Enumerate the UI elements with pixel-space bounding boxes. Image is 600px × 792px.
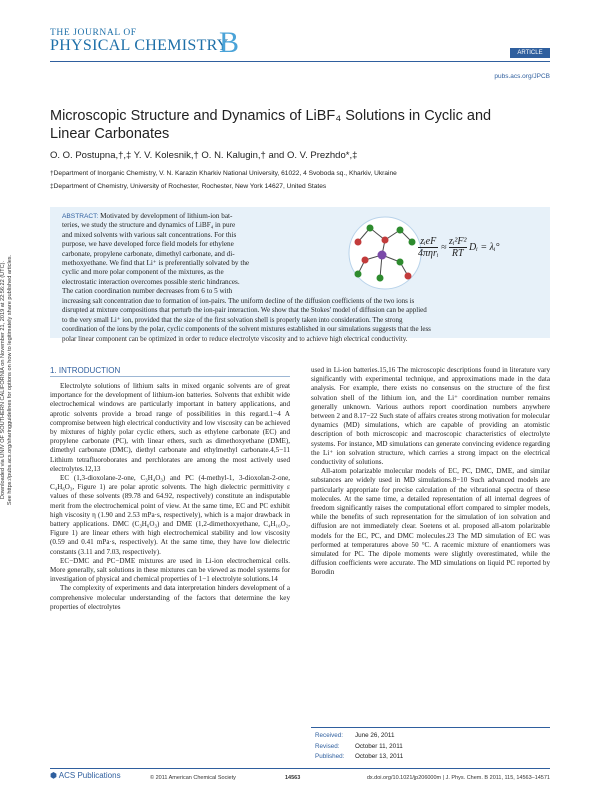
abstract-line: electrostatic interaction overcomes possible steric hindrances. xyxy=(62,277,240,286)
abstract-line: cyclic and more polar component of the mixtures, as the xyxy=(62,268,224,277)
date-label: Received: xyxy=(315,732,344,739)
footer-divider xyxy=(50,768,550,769)
paragraph: EC (1,3-dioxolane-2-one, C₃H₄O₃) and PC (4-methyl-1, 3-dioxolan-2-one, C₄H₆O₃, Figure 1) are polar aprotic solvents. The high dielectric permittivity ε values of these solvents (89.78 and 64.92, respectively) constitute an indisputable merit from the electrochemical point of view. At the same time, EC and PC exhibit high viscosity η (1.90 and 2.53 mPa·s, respectively), which is a major drawback in battery applications. DMC (C₃H₆O₃) and DME (1,2-dimethoxyethane, C₄H₁₀O₂, Figure 1) are linear ethers with high electrochemical stability and low viscosity (0.59 and 0.41 mPa·s, respectively). At the same time, they have low dielectric constants (3.11 and 7.03, respectively). xyxy=(50,474,290,556)
abstract-line: purpose, we have developed force field models for ethylene xyxy=(62,240,234,249)
toc-equation xyxy=(418,236,550,259)
section-divider xyxy=(50,376,290,377)
abstract-line: polar linear component can be optimized in order to reduce electrolyte viscosity and to achieve high electrical conductivity. xyxy=(62,334,408,343)
journal-name-line-2: PHYSICAL CHEMISTRY xyxy=(50,37,229,54)
abstract-line: teries, we study the structure and dynamics of LiBF₄ in pure xyxy=(62,221,236,230)
download-note xyxy=(0,150,22,610)
abstract-line: coordination of the ions by the polar, cyclic components of the solvent mixtures established in our simulations suggests that the less xyxy=(62,325,431,334)
date-value: October 11, 2011 xyxy=(355,742,403,750)
journal-name-line-1: THE JOURNAL OF xyxy=(50,28,137,38)
paragraph: The complexity of experiments and data interpretation hinders development of a comprehensive molecular understanding of the factors that determine the key properties of electrolytes xyxy=(50,584,290,611)
date-label: Published: xyxy=(315,753,345,760)
abstract-line: The cation coordination number decreases from 6 to 5 with xyxy=(62,287,233,296)
journal-url-link[interactable]: pubs.acs.org/JPCB xyxy=(494,73,550,80)
equation-mid-numerator: zᵢ²F² xyxy=(448,236,467,247)
affiliation-1: †Department of Inorganic Chemistry, V. N. Karazin Kharkiv National University, 61022, 4 Svoboda sq., Kharkiv, Ukraine xyxy=(50,170,397,177)
paragraph: All-atom polarizable molecular models of EC, PC, DMC, DME, and similar substances are widely used in MD simulations.8−10 Such advanced models are particularly appropriate for precise calculation of the vibrational spectra of these molecules. At the same time, a detailed representation of all internal degrees of freedom significantly raises the computational effort compared to simpler models, while the benefits of such representation for the simulation of ion solvation and diffusion are not immediately clear. Soetens et al. proposed all-atom polarizable models for the EC, PC, and DMC molecules.23 The MD simulation of EC was performed at temperatures above 50 °C. A racemic mixture of enantiomers was simulated for PC. The dipole moments were slightly overestimated, while the diffusion coefficients were accurate. The MD simulations on liquid PC reported by Borodin xyxy=(311,467,550,577)
download-note-line-2: See https://pubs.acs.org/sharingguidelines for options on how to legitimately share published articles. xyxy=(7,254,14,506)
paragraph: Electrolyte solutions of lithium salts in mixed organic solvents are of great importance for the development of lithium-ion batteries. Solvents that exhibit wide electrochemical windows are particularly important in battery applications, and aprotic solvents provide a broad range of possibilities in this regard.1−4 A compromise between high electrical conductivity and low viscosity can be achieved by mixtures of highly polar cyclic ethers, such as ethylene carbonate (EC) and propylene carbonate (PC), with linear ethers, such as dimethoxyethane (DME), dimethyl carbonate (DMC), diethyl carbonate and ethylmethyl carbonate.4,5−11 Lithium tetrafluoroborates and perchlorates are among the most actively used electrolytes.12,13 xyxy=(50,382,290,473)
abstract-narrow-block xyxy=(62,212,324,297)
publisher-name: ACS Publications xyxy=(58,771,121,780)
article-type-badge: ARTICLE xyxy=(510,48,550,58)
date-value: October 13, 2011 xyxy=(355,753,404,760)
abstract-line: disrupted at mixture compositions that perturb the ion-pair interaction. We show that the Stokes' model of diffusion can be applied xyxy=(62,306,427,315)
paragraph: EC−DMC and PC−DME mixtures are used in Li-ion electrochemical cells. More generally, salt solutions in these mixtures can be viewed as model systems for investigation of physical and chemical properties of 1−1 electrolyte solutions.14 xyxy=(50,556,290,584)
publication-dates xyxy=(315,731,403,763)
dates-divider xyxy=(311,727,550,728)
right-column xyxy=(311,366,550,578)
paragraph: used in Li-ion batteries.15,16 The microscopic descriptions found in literature vary significantly with experimental technique, and approximations made in the data analysis. For example, there exists no consensus on the structure of the first solvation shell of the lithium ion, and the Li⁺ coordination number remains generally unknown. Various authors report coordination numbers anywhere between 2 and 8.17−22 Such state of affairs creates strong motivation for molecular dynamics (MD) simulations, which are capable of providing an atomistic description of both microscopic and macroscopic characteristics of electrolyte systems. For instance, MD simulations can generate convincing evidence regarding the Li⁺ ion solvation structure, which carries a strong impact on the electrical conductivity of solutions. xyxy=(311,366,550,467)
affiliation-2: ‡Department of Chemistry, University of Rochester, Rochester, New York 14627, United States xyxy=(50,183,327,190)
title-line-1: Microscopic Structure and Dynamics of LiBF₄ Solutions in Cyclic and xyxy=(50,108,492,124)
author-list: O. O. Postupna,†,‡ Y. V. Kolesnik,† O. N. Kalugin,† and O. V. Prezhdo*,‡ xyxy=(50,150,358,161)
left-column xyxy=(50,382,290,612)
journal-section-letter: B xyxy=(219,26,240,59)
equation-left-numerator: zᵢeF xyxy=(418,236,438,248)
journal-masthead xyxy=(50,26,240,59)
equation-left-denominator: 4πηrᵢ xyxy=(418,248,439,259)
equation-right: Dᵢ = λᵢ° xyxy=(469,242,500,253)
abstract-line: increasing salt concentration due to formation of ion-pairs. The uniform decline of the diffusion coefficients of the two ions is xyxy=(62,297,415,305)
article-title xyxy=(50,107,550,143)
abstract-wide-block xyxy=(62,297,540,344)
acs-logo xyxy=(50,771,121,780)
abstract-line: Motivated by development of lithium-ion bat- xyxy=(100,212,233,220)
abstract-line: carbonate, propylene carbonate, dimethyl carbonate, and di- xyxy=(62,249,235,258)
abstract-line: methoxyethane. We find that Li⁺ is preferentially solvated by the xyxy=(62,259,250,268)
abstract-line: to the very small Li⁺ ion, provided that the size of the first solvation shell is properly taken into consideration. The strong xyxy=(62,315,403,324)
acs-hexagon-icon: ⬢ xyxy=(50,771,57,780)
footer-copyright: © 2011 American Chemical Society xyxy=(150,775,236,781)
abstract-line: and mixed solvents with various salt concentrations. For this xyxy=(62,230,237,239)
title-line-2: Linear Carbonates xyxy=(50,126,170,142)
equation-approx: ≈ xyxy=(440,242,447,253)
masthead-divider xyxy=(50,61,550,62)
date-value: June 26, 2011 xyxy=(355,732,395,739)
section-heading: 1. INTRODUCTION xyxy=(50,366,121,375)
footer-page-number: 14563 xyxy=(285,775,301,781)
abstract-label: ABSTRACT: xyxy=(62,213,99,220)
download-note-line-1: Downloaded via UNIV OF SOUTHERN CALIFORNIA on November 21, 2019 at 22:56:22 (UTC). xyxy=(0,260,6,500)
equation-mid-denominator: RT xyxy=(451,248,464,259)
footer-doi: dx.doi.org/10.1021/jp206000m | J. Phys. Chem. B 2011, 115, 14563–14571 xyxy=(366,775,550,781)
date-label: Revised: xyxy=(315,742,340,750)
